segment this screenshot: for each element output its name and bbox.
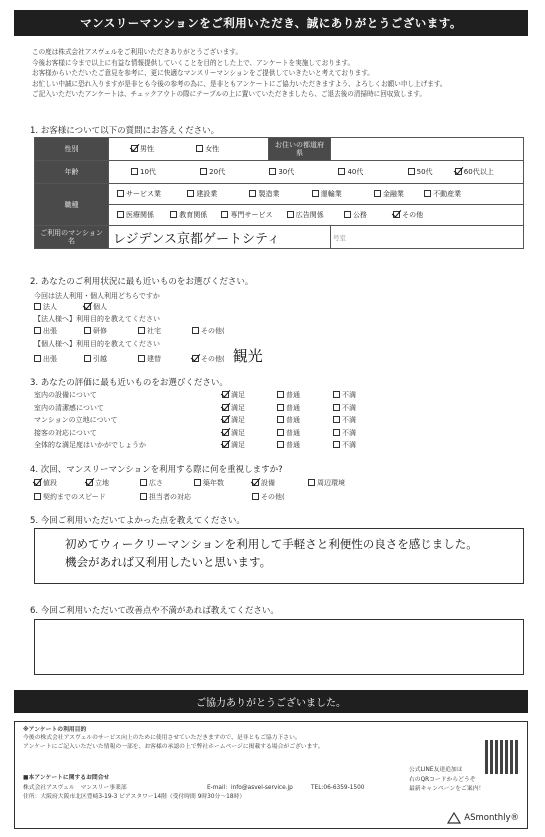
q5-answer-line2: 機会があれば又利用したいと思います。	[65, 555, 272, 569]
q2-personal-question: 【個人様へ】利用目的を教えてください	[34, 340, 160, 348]
priority-size[interactable]: 広さ	[140, 478, 194, 488]
q3-option-satisfied[interactable]: 満足	[222, 403, 245, 413]
q2-title: 2. あなたのご利用状況に最も近いものをお選びください。	[30, 277, 254, 287]
q3-option-satisfied[interactable]: 満足	[222, 440, 245, 450]
mansion-name-field[interactable]: レジデンス京都ゲートシティ	[109, 226, 331, 249]
job-manufacturing[interactable]: 製造業	[249, 189, 279, 199]
q3-option-neutral[interactable]: 普通	[277, 403, 300, 413]
room-label: 号室	[333, 233, 346, 242]
purpose-line: 今後の株式会社アスヴェルのサービス向上のために使用させていただきますので、是非ともご協力下さい。	[23, 735, 301, 742]
checkbox-icon	[131, 145, 138, 152]
checkbox-icon	[221, 211, 228, 218]
residence-label: お住いの都道府県	[269, 138, 331, 161]
contact-title: ■本アンケートに関するお問合せ	[23, 775, 110, 781]
checkbox-icon	[222, 391, 229, 398]
age-label: 年齢	[35, 161, 109, 184]
intro-line: 今後お客様に今まで以上に有益な情報提供していくことを目的とした上で、アンケートを実施しております。	[32, 58, 355, 67]
checkbox-icon	[333, 404, 340, 411]
checkbox-icon	[222, 441, 229, 448]
q3-option-dissatisfied[interactable]: 不満	[333, 415, 356, 425]
intro-line: ご記入いただいたアンケートは、チェックアウトの際にテーブルの上に置いていただきましたら、ご退去後の清掃時に回収致します。	[32, 90, 426, 98]
checkbox-icon	[252, 493, 259, 500]
checkbox-icon	[34, 303, 41, 310]
purpose-line: アンケートにご記入いただいた情報の一部を、お客様の承認の上で弊社ホームページに掲載する場合がございます。	[23, 743, 324, 750]
q4-options-row2	[34, 492, 285, 502]
checkbox-icon	[84, 303, 91, 310]
checkbox-icon	[252, 479, 259, 486]
age-50s[interactable]: 50代	[408, 167, 433, 177]
checkbox-icon	[308, 479, 315, 486]
checkbox-icon	[222, 404, 229, 411]
checkbox-icon	[222, 429, 229, 436]
checkbox-icon	[34, 327, 41, 334]
q1-title: 1. お客様について以下の質問にお答えください。	[30, 126, 220, 136]
q3-option-satisfied[interactable]: 満足	[222, 390, 245, 400]
checkbox-icon	[187, 190, 194, 197]
checkbox-icon	[131, 168, 138, 175]
intro-line: お忙しい中誠に恐れ入りますが是非とも今後の参考の為に、是非ともアンケートにご協力いただきますよう、よろしくお願い申し上げます。	[32, 79, 447, 88]
job-advertising[interactable]: 広告関係	[287, 210, 324, 220]
checkbox-icon	[194, 479, 201, 486]
job-realestate[interactable]: 不動産業	[424, 189, 461, 199]
contact-email[interactable]: E-mail：info@asvel-service.jp	[207, 785, 293, 791]
job-medical[interactable]: 医療関係	[117, 210, 154, 220]
q4-title: 4. 次回、マンスリーマンションを利用する際に何を重視しますか?	[30, 465, 283, 475]
type-personal[interactable]: 個人	[84, 302, 107, 312]
q2-type-question: 今回は法人利用・個人利用どちらですか	[34, 292, 160, 300]
header-title: マンスリーマンションをご利用いただき、誠にありがとうございます。	[14, 10, 528, 36]
q3-title: 3. あなたの評価に最も近いものをお選びください。	[30, 378, 228, 388]
gender-options	[109, 138, 269, 161]
intro-line: この度は株式会社アスヴェルをご利用いただきありがとうございます。	[32, 48, 242, 56]
q5-title: 5. 今回ご利用いただいてよかった点を教えてください。	[30, 516, 245, 526]
checkbox-icon	[117, 211, 124, 218]
checkbox-icon	[277, 429, 284, 436]
q6-answer-box[interactable]	[34, 619, 524, 675]
priority-age[interactable]: 築年数	[194, 478, 252, 488]
company-name: 株式会社アスヴェル マンスリー事業部	[23, 785, 127, 792]
checkbox-icon	[84, 327, 91, 334]
qr-code-icon[interactable]	[485, 740, 519, 774]
corp-other[interactable]: その他(	[192, 326, 225, 336]
priority-equipment[interactable]: 設備	[252, 478, 308, 488]
q3-item-label: 室内の清潔感について	[34, 403, 104, 412]
q3-option-dissatisfied[interactable]: 不満	[333, 403, 356, 413]
q2-corp-question: 【法人様へ】利用目的を教えてください	[34, 315, 160, 323]
checkbox-icon	[192, 327, 199, 334]
q3-item-label: 接客の対応について	[34, 428, 97, 437]
job-other[interactable]: その他	[393, 210, 423, 220]
job-options-row2	[109, 205, 524, 226]
q2-type-options	[34, 302, 107, 312]
checkbox-icon	[333, 441, 340, 448]
checkbox-icon	[333, 391, 340, 398]
checkbox-icon	[408, 168, 415, 175]
checkbox-icon	[374, 190, 381, 197]
q3-item-label: 室内の設備について	[34, 391, 97, 399]
priority-staff[interactable]: 担当者の対応	[140, 492, 252, 502]
checkbox-icon	[34, 355, 41, 362]
company-address: 住所：大阪府大阪市北区豊崎3-19-3 ピアスタワー14階（受付時間 9時30分～18時）	[23, 793, 246, 800]
job-public[interactable]: 公務	[344, 210, 367, 220]
priority-other[interactable]: その他(	[252, 492, 285, 502]
q2-corp-options	[34, 326, 225, 336]
footer-purpose	[23, 726, 324, 751]
job-transport[interactable]: 運輸業	[312, 189, 342, 199]
job-label: 職種	[35, 184, 109, 226]
checkbox-icon	[333, 429, 340, 436]
personal-business-trip[interactable]: 出張	[34, 354, 84, 364]
priority-speed[interactable]: 契約までのスピード	[34, 492, 140, 502]
logo-mark-icon	[447, 812, 461, 824]
checkbox-icon	[196, 145, 203, 152]
corp-training[interactable]: 研修	[84, 326, 138, 336]
type-corporate[interactable]: 法人	[34, 302, 84, 312]
q3-item-label: マンションの立地について	[34, 416, 118, 424]
checkbox-icon	[277, 416, 284, 423]
mansion-label: ご利用のマンション名	[35, 226, 109, 249]
checkbox-icon	[192, 355, 199, 362]
checkbox-icon	[222, 416, 229, 423]
job-education[interactable]: 教育関係	[170, 210, 207, 220]
personal-other-answer[interactable]: 観光	[232, 347, 263, 365]
q1-table	[34, 137, 524, 249]
corp-company-housing[interactable]: 社宅	[138, 326, 192, 336]
q3-option-neutral[interactable]: 普通	[277, 415, 300, 425]
checkbox-icon	[249, 190, 256, 197]
gender-female[interactable]: 女性	[196, 144, 219, 154]
asmonthly-logo: ASmonthly®	[447, 812, 519, 824]
job-options-row1	[109, 184, 524, 205]
priority-surroundings[interactable]: 周辺環境	[308, 478, 345, 488]
personal-other[interactable]: その他(	[192, 354, 225, 364]
checkbox-icon	[338, 168, 345, 175]
thanks-banner: ご協力ありがとうございました。	[14, 690, 528, 713]
checkbox-icon	[34, 493, 41, 500]
personal-moving[interactable]: 引越	[84, 354, 138, 364]
purpose-title: ※アンケートの利用目的	[23, 727, 87, 733]
job-professional[interactable]: 専門サービス	[221, 210, 272, 220]
checkbox-icon	[140, 493, 147, 500]
checkbox-icon	[200, 168, 207, 175]
age-options	[109, 161, 524, 184]
checkbox-icon	[138, 327, 145, 334]
personal-rebuilding[interactable]: 建替	[138, 354, 192, 364]
checkbox-icon	[117, 190, 124, 197]
footer	[14, 721, 528, 829]
gender-male[interactable]: 男性	[131, 144, 154, 154]
job-service[interactable]: サービス業	[117, 189, 161, 199]
q3-option-dissatisfied[interactable]: 不満	[333, 440, 356, 450]
q4-options-row1	[34, 478, 345, 488]
residence-field[interactable]	[331, 138, 524, 161]
age-10s[interactable]: 10代	[131, 167, 156, 177]
checkbox-icon	[393, 211, 400, 218]
q5-answer-line1: 初めてウィークリーマンションを利用して手軽さと利便性の良さを感じました。	[65, 537, 478, 551]
checkbox-icon	[344, 211, 351, 218]
priority-location[interactable]: 立地	[86, 478, 140, 488]
age-60s-plus[interactable]: 60代以上	[455, 167, 494, 177]
checkbox-icon	[333, 416, 340, 423]
q3-option-neutral[interactable]: 普通	[277, 440, 300, 450]
q3-item-label: 全体的な満足度はいかがでしょうか	[34, 441, 146, 449]
age-30s[interactable]: 30代	[269, 167, 294, 177]
contact-tel[interactable]: TEL:06-6359-1500	[311, 785, 365, 791]
checkbox-icon	[86, 479, 93, 486]
checkbox-icon	[170, 211, 177, 218]
checkbox-icon	[287, 211, 294, 218]
checkbox-icon	[312, 190, 319, 197]
q3-option-satisfied[interactable]: 満足	[222, 415, 245, 425]
job-construction[interactable]: 建設業	[187, 189, 217, 199]
checkbox-icon	[84, 355, 91, 362]
age-40s[interactable]: 40代	[338, 167, 363, 177]
gender-label: 性別	[35, 138, 109, 161]
intro-line: お客様からいただいたご意見を参考に、更に快適なマンスリーマンションをご提供していきたいと考えております。	[32, 69, 374, 77]
q3-option-satisfied[interactable]: 満足	[222, 428, 245, 438]
checkbox-icon	[277, 391, 284, 398]
q2-personal-options	[34, 347, 263, 366]
job-finance[interactable]: 金融業	[374, 189, 404, 199]
priority-price[interactable]: 値段	[34, 478, 86, 488]
q5-answer-box[interactable]	[34, 528, 524, 584]
intro-text	[32, 47, 532, 100]
q6-title: 6. 今回ご利用いただいて改善点や不満があれば教えてください。	[30, 606, 279, 616]
checkbox-icon	[277, 404, 284, 411]
age-20s[interactable]: 20代	[200, 167, 225, 177]
q3-option-neutral[interactable]: 普通	[277, 428, 300, 438]
corp-business-trip[interactable]: 出張	[34, 326, 84, 336]
checkbox-icon	[138, 355, 145, 362]
checkbox-icon	[140, 479, 147, 486]
line-note: 公式LINE友達追加は 右のQRコードからどうぞ 最新キャンペーンをご案内！	[409, 767, 485, 792]
checkbox-icon	[277, 441, 284, 448]
checkbox-icon	[34, 479, 41, 486]
checkbox-icon	[269, 168, 276, 175]
q3-option-neutral[interactable]: 普通	[277, 390, 300, 400]
checkbox-icon	[424, 190, 431, 197]
checkbox-icon	[455, 168, 462, 175]
q3-option-dissatisfied[interactable]: 不満	[333, 390, 356, 400]
q3-option-dissatisfied[interactable]: 不満	[333, 428, 356, 438]
room-field[interactable]	[331, 226, 524, 249]
